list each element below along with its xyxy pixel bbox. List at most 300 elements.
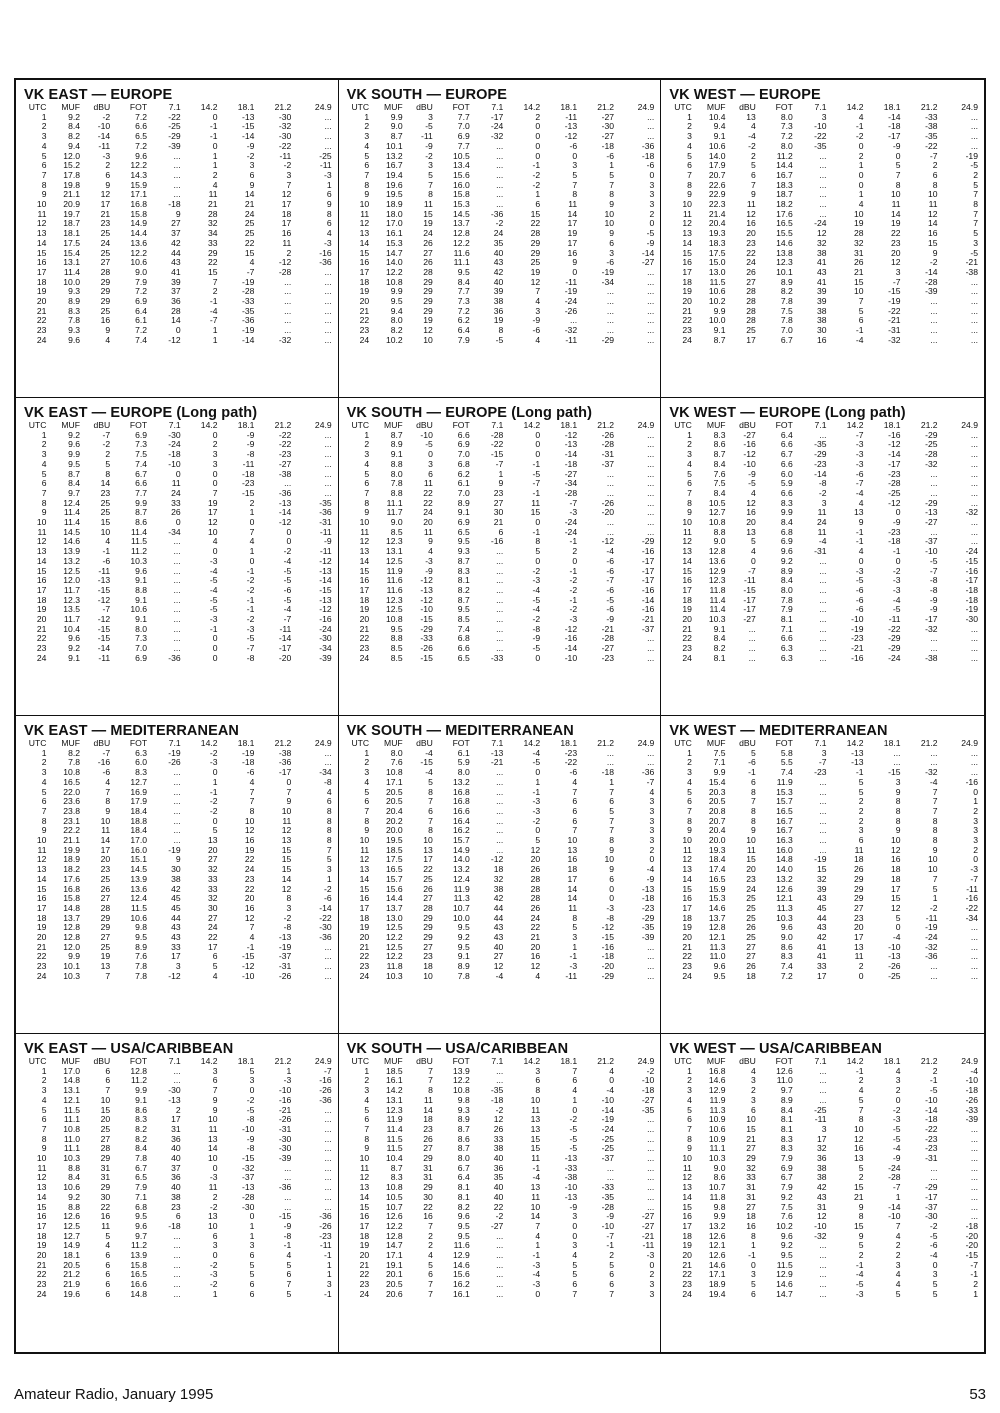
- table-cell: 9: [364, 825, 370, 836]
- table-cell: 9.0: [713, 536, 726, 547]
- table-cell: -7: [569, 497, 578, 508]
- table-cell: 6: [751, 1104, 756, 1115]
- table-cell: 4: [41, 1094, 47, 1105]
- table-cell: 14: [682, 873, 692, 884]
- table-cell: 11: [746, 199, 756, 210]
- table-cell: ...: [819, 565, 827, 576]
- column-header: 14.2: [200, 1056, 218, 1066]
- table-cell: 8: [428, 189, 433, 200]
- table-cell: 7.1: [713, 757, 726, 768]
- table-cell: -5: [246, 633, 255, 644]
- table-cell: 36: [171, 296, 181, 307]
- table-cell: ...: [606, 315, 615, 326]
- table-cell: 27: [746, 951, 756, 962]
- table-cell: 39: [171, 276, 181, 287]
- table-cell: 22: [36, 315, 47, 326]
- table-cell: 20.1: [385, 1269, 403, 1280]
- table-cell: -22: [888, 305, 901, 316]
- table-cell: ...: [930, 468, 938, 479]
- table-cell: 4: [105, 334, 111, 345]
- table-cell: 9: [286, 796, 292, 807]
- table-cell: -2: [532, 169, 541, 180]
- table-cell: -11: [565, 276, 578, 287]
- table-cell: -27: [743, 614, 756, 625]
- table-cell: 15.6: [453, 1269, 470, 1280]
- table-cell: 0: [649, 854, 655, 865]
- table-cell: 23: [746, 237, 756, 248]
- table-cell: 13.9: [63, 546, 81, 557]
- table-cell: 8.1: [780, 614, 793, 625]
- table-cell: 20: [890, 247, 901, 258]
- table-cell: 7: [428, 1279, 433, 1290]
- table-cell: 6.9: [457, 439, 470, 450]
- table-cell: ...: [496, 1269, 504, 1280]
- table-cell: 13: [530, 1182, 541, 1193]
- table-cell: 9.5: [457, 1220, 470, 1231]
- table-cell: 20.5: [385, 786, 403, 797]
- table-cell: 4: [212, 536, 218, 547]
- table-cell: -15: [242, 1153, 255, 1164]
- table-cell: 11: [282, 237, 292, 248]
- table-cell: 9.2: [68, 111, 81, 122]
- table-cell: 5: [41, 150, 47, 161]
- table-cell: 7: [572, 825, 578, 836]
- table-cell: 5: [858, 1094, 864, 1105]
- table-cell: 25: [244, 228, 255, 239]
- table-cell: 11: [282, 815, 292, 826]
- table-cell: 3: [751, 1094, 756, 1105]
- table-cell: 2: [175, 1104, 181, 1115]
- table-cell: 3: [609, 247, 615, 258]
- table-row: [24, 972, 333, 982]
- table-cell: 29: [530, 237, 541, 248]
- table-cell: 26: [530, 902, 541, 913]
- table-cell: 8.3: [135, 1114, 148, 1125]
- table-cell: 18: [890, 864, 901, 875]
- table-cell: -12: [743, 449, 756, 460]
- table-cell: -4: [929, 776, 938, 787]
- table-cell: 12.2: [453, 1075, 470, 1086]
- table-cell: 6.3: [780, 643, 793, 654]
- table-cell: -36: [319, 257, 332, 268]
- table-cell: 9.8: [135, 922, 148, 933]
- table-cell: 6.4: [135, 305, 148, 316]
- table-cell: 8.0: [390, 747, 403, 758]
- column-header: 21.2: [597, 102, 615, 112]
- table-cell: -24: [601, 1123, 615, 1134]
- table-cell: 32: [816, 873, 827, 884]
- table-cell: 27: [746, 1143, 756, 1154]
- table-cell: -19: [965, 604, 978, 615]
- table-cell: -16: [965, 776, 978, 787]
- table-cell: 18: [746, 970, 756, 981]
- table-cell: 44: [171, 912, 181, 923]
- table-cell: 3: [41, 767, 47, 778]
- table-cell: -32: [564, 325, 578, 336]
- table-cell: 10: [853, 208, 864, 219]
- table-cell: -17: [888, 458, 901, 469]
- table-cell: ...: [324, 1162, 332, 1173]
- table-cell: 9.0: [713, 1162, 726, 1173]
- table-cell: 0: [249, 1211, 255, 1222]
- table-cell: 3: [535, 305, 541, 316]
- table-cell: 6: [364, 1114, 370, 1125]
- table-cell: 5: [895, 160, 901, 171]
- table-cell: 38: [493, 883, 504, 894]
- table-cell: -31: [319, 517, 332, 528]
- table-cell: 14.4: [385, 893, 403, 904]
- table-cell: -24: [319, 623, 332, 634]
- table-cell: ...: [930, 478, 938, 489]
- table-cell: 17.9: [708, 160, 726, 171]
- table-cell: -1: [892, 546, 901, 557]
- table-cell: 17: [567, 237, 578, 248]
- table-cell: ...: [970, 652, 978, 663]
- table-cell: -6: [606, 150, 615, 161]
- table-cell: -7: [855, 478, 864, 489]
- table-row: [669, 972, 979, 982]
- table-cell: 5: [212, 825, 218, 836]
- table-cell: ...: [647, 305, 655, 316]
- table-cell: -4: [532, 1269, 541, 1280]
- table-cell: 8.3: [780, 497, 793, 508]
- table-cell: 33: [746, 1172, 756, 1183]
- table-cell: 10.6: [130, 604, 148, 615]
- table-cell: 7: [286, 179, 292, 190]
- table-cell: 7.7: [457, 111, 470, 122]
- table-cell: 19: [36, 1240, 47, 1251]
- table-cell: 16.7: [776, 169, 793, 180]
- table-cell: 2: [858, 1075, 864, 1086]
- table-cell: 23.6: [63, 796, 81, 807]
- table-cell: 0: [535, 121, 541, 132]
- table-cell: -17: [965, 575, 978, 586]
- table-cell: -10: [601, 1220, 615, 1231]
- footer-publication: Amateur Radio, January 1995: [14, 1386, 214, 1403]
- table-cell: 13: [853, 1153, 864, 1164]
- table-cell: 9.1: [457, 951, 470, 962]
- table-cell: 4: [212, 970, 218, 981]
- table-cell: ...: [173, 776, 181, 787]
- table-cell: 9.1: [713, 623, 726, 634]
- table-cell: 18.4: [130, 805, 148, 816]
- table-cell: 0: [175, 468, 181, 479]
- table-cell: 14.8: [776, 854, 793, 865]
- table-cell: 8.0: [390, 315, 403, 326]
- table-cell: -13: [564, 121, 578, 132]
- table-cell: -7: [495, 458, 504, 469]
- table-cell: 23: [853, 912, 864, 923]
- table-cell: 3: [535, 1065, 541, 1076]
- column-header: FOT: [129, 1056, 148, 1066]
- table-cell: ...: [606, 468, 615, 479]
- table-cell: -24: [888, 652, 901, 663]
- table-cell: -9: [425, 565, 433, 576]
- table-cell: 6.6: [135, 478, 148, 489]
- table-cell: 28: [746, 315, 756, 326]
- table-cell: -30: [278, 1133, 292, 1144]
- table-cell: -2: [892, 565, 901, 576]
- table-cell: 22: [493, 1201, 504, 1212]
- table-cell: 21: [36, 305, 47, 316]
- table-row: [669, 336, 979, 346]
- table-cell: 43: [171, 922, 181, 933]
- table-cell: 8.1: [457, 575, 470, 586]
- table-cell: -9: [246, 1133, 255, 1144]
- table-cell: -3: [209, 757, 218, 768]
- table-cell: 12: [890, 844, 901, 855]
- table-cell: 15: [36, 247, 47, 258]
- table-cell: 11: [171, 478, 181, 489]
- table-cell: 17.0: [130, 835, 148, 846]
- table-cell: 11.6: [453, 247, 470, 258]
- table-cell: 4: [751, 1065, 756, 1076]
- table-cell: 15: [682, 247, 692, 258]
- table-cell: 3: [821, 747, 827, 758]
- table-cell: 21: [207, 199, 218, 210]
- table-cell: ...: [819, 805, 827, 816]
- table-cell: 10.6: [130, 257, 148, 268]
- table-cell: 22: [682, 1269, 692, 1280]
- table-cell: 8: [326, 835, 332, 846]
- table-cell: 8: [609, 189, 615, 200]
- table-cell: 25: [244, 218, 255, 229]
- table-cell: -3: [324, 237, 332, 248]
- table-cell: 8: [751, 815, 756, 826]
- table-cell: 9.2: [780, 1191, 793, 1202]
- table-cell: 10: [853, 1123, 864, 1134]
- table-cell: -6: [324, 893, 332, 904]
- table-cell: -30: [168, 429, 181, 440]
- table-cell: -7: [892, 276, 901, 287]
- table-cell: 8: [326, 805, 332, 816]
- table-cell: 43: [816, 266, 827, 277]
- table-cell: -23: [641, 902, 655, 913]
- table-cell: 3: [41, 1085, 47, 1096]
- table-cell: -12: [490, 854, 504, 865]
- table-cell: -10: [420, 429, 433, 440]
- column-header: FOT: [129, 738, 148, 748]
- table-cell: 6.9: [457, 131, 470, 142]
- table-cell: 29: [207, 247, 218, 258]
- table-cell: -27: [601, 111, 615, 122]
- table-cell: ...: [930, 757, 938, 768]
- table-cell: ...: [569, 315, 578, 326]
- table-cell: 6.1: [457, 478, 470, 489]
- table-cell: 21.1: [63, 835, 81, 846]
- table-cell: 8.0: [390, 468, 403, 479]
- table-cell: 7: [212, 276, 218, 287]
- panel-title: VK EAST — EUROPE (Long path): [24, 405, 258, 421]
- table-cell: 17: [36, 1220, 47, 1231]
- table-cell: 5: [572, 1269, 578, 1280]
- table-cell: 1: [535, 776, 541, 787]
- column-header: UTC: [674, 102, 692, 112]
- table-cell: 14: [36, 555, 47, 566]
- table-cell: 11.1: [63, 1143, 81, 1154]
- table-cell: 2: [687, 1075, 692, 1086]
- table-cell: 0: [535, 140, 541, 151]
- table-cell: 27: [853, 902, 864, 913]
- table-cell: 0: [973, 854, 978, 865]
- table-cell: -4: [495, 970, 504, 981]
- table-cell: 15: [816, 864, 827, 875]
- table-cell: 1: [498, 468, 504, 479]
- table-cell: -2: [855, 131, 864, 142]
- table-cell: -7: [324, 1065, 332, 1076]
- table-cell: -11: [565, 970, 578, 981]
- prediction-panel: [16, 80, 339, 398]
- table-cell: -39: [925, 286, 938, 297]
- table-cell: -11: [279, 150, 292, 161]
- table-cell: -1: [569, 536, 578, 547]
- table-cell: 18: [746, 1211, 756, 1222]
- table-cell: 15.4: [63, 247, 81, 258]
- table-cell: -24: [564, 296, 578, 307]
- table-cell: 16: [682, 257, 692, 268]
- panel-title: VK WEST — MEDITERRANEAN: [669, 723, 888, 739]
- table-cell: 6: [572, 796, 578, 807]
- table-cell: 20.4: [385, 805, 403, 816]
- table-cell: 13: [682, 864, 692, 875]
- table-cell: 29: [100, 922, 111, 933]
- table-cell: 7.7: [457, 140, 470, 151]
- table-cell: 7.9: [780, 604, 793, 615]
- table-cell: -2: [246, 575, 255, 586]
- table-cell: 19.4: [385, 169, 403, 180]
- table-row: [24, 336, 333, 346]
- table-cell: 8.6: [780, 941, 793, 952]
- table-cell: -1: [532, 786, 541, 797]
- table-cell: 11: [891, 199, 901, 210]
- table-cell: -12: [319, 604, 332, 615]
- column-header: dBU: [739, 1056, 756, 1066]
- table-cell: 6.6: [135, 121, 148, 132]
- table-cell: 13.6: [130, 883, 148, 894]
- table-cell: 23: [36, 961, 47, 972]
- table-cell: -12: [601, 922, 615, 933]
- table-cell: ...: [647, 325, 655, 336]
- table-cell: 32: [493, 873, 504, 884]
- table-cell: 9: [364, 189, 370, 200]
- table-cell: 15: [207, 266, 218, 277]
- table-cell: 0: [535, 517, 541, 528]
- table-cell: 13: [100, 961, 111, 972]
- table-cell: ...: [819, 429, 827, 440]
- table-cell: 5: [428, 1259, 433, 1270]
- table-cell: ...: [970, 478, 978, 489]
- table-cell: -27: [278, 458, 292, 469]
- table-cell: 2: [858, 1172, 864, 1183]
- table-cell: 7.7: [135, 487, 148, 498]
- table-cell: 5: [858, 305, 864, 316]
- table-cell: 42: [493, 893, 504, 904]
- table-cell: -6: [569, 140, 578, 151]
- table-cell: -3: [209, 555, 218, 566]
- table-cell: 17: [207, 507, 218, 518]
- table-cell: -1: [209, 131, 218, 142]
- table-cell: -29: [601, 970, 615, 981]
- table-cell: -7: [646, 776, 655, 787]
- table-cell: 6: [687, 1114, 692, 1125]
- table-cell: 0: [212, 1250, 218, 1261]
- table-cell: ...: [284, 1162, 292, 1173]
- table-cell: 12: [493, 961, 504, 972]
- table-cell: 14.4: [776, 160, 793, 171]
- table-cell: -26: [888, 961, 901, 972]
- table-cell: 7.6: [780, 1211, 793, 1222]
- table-cell: 7: [535, 286, 541, 297]
- table-cell: 12.7: [63, 1230, 81, 1241]
- table-cell: 15: [36, 565, 47, 576]
- table-cell: 11.7: [386, 507, 403, 518]
- table-cell: 7.0: [457, 449, 470, 460]
- table-cell: 11: [568, 199, 578, 210]
- table-cell: 24: [359, 334, 370, 345]
- table-cell: 22: [682, 951, 692, 962]
- table-cell: 14.4: [130, 228, 148, 239]
- table-cell: 7: [428, 1288, 433, 1299]
- table-cell: -3: [892, 575, 901, 586]
- column-header: 7.1: [168, 738, 181, 748]
- table-cell: 6.6: [780, 487, 793, 498]
- table-cell: -3: [855, 458, 864, 469]
- table-cell: -9: [569, 1201, 578, 1212]
- table-cell: 45: [816, 902, 827, 913]
- table-cell: 8.7: [390, 429, 403, 440]
- table-cell: 10: [927, 864, 938, 875]
- table-cell: -14: [97, 131, 111, 142]
- table-cell: ...: [173, 150, 181, 161]
- table-cell: 17.6: [776, 208, 793, 219]
- table-cell: ...: [647, 633, 655, 644]
- table-cell: 12: [36, 218, 47, 229]
- table-cell: 19.9: [63, 844, 81, 855]
- table-cell: 11.5: [386, 1133, 403, 1144]
- table-cell: 10.5: [708, 497, 726, 508]
- prediction-table: [347, 1057, 656, 1300]
- table-cell: -15: [490, 449, 504, 460]
- table-cell: 11: [531, 1153, 541, 1164]
- table-cell: 29: [423, 932, 433, 943]
- table-cell: 7.3: [457, 296, 470, 307]
- table-cell: -6: [855, 468, 864, 479]
- table-cell: -33: [420, 633, 433, 644]
- table-cell: ...: [647, 1162, 655, 1173]
- table-cell: ...: [970, 305, 978, 316]
- table-cell: 27: [746, 1201, 756, 1212]
- table-cell: 5: [364, 1104, 370, 1115]
- table-cell: 14.9: [453, 844, 470, 855]
- table-cell: -32: [925, 623, 938, 634]
- table-cell: 17: [100, 199, 111, 210]
- table-cell: -13: [490, 747, 504, 758]
- table-cell: 14: [359, 555, 370, 566]
- table-cell: 8.7: [68, 468, 81, 479]
- table-cell: 15: [281, 844, 292, 855]
- table-cell: 9: [105, 805, 111, 816]
- table-cell: 8.4: [68, 1172, 81, 1183]
- table-cell: 14: [359, 237, 370, 248]
- table-cell: 17: [682, 266, 692, 277]
- table-cell: ...: [324, 315, 332, 326]
- table-cell: ...: [970, 747, 978, 758]
- table-cell: 18: [359, 276, 370, 287]
- table-cell: 5.5: [780, 757, 793, 768]
- table-cell: 15.8: [63, 893, 81, 904]
- table-cell: 6: [687, 796, 692, 807]
- table-cell: 8.9: [780, 1094, 793, 1105]
